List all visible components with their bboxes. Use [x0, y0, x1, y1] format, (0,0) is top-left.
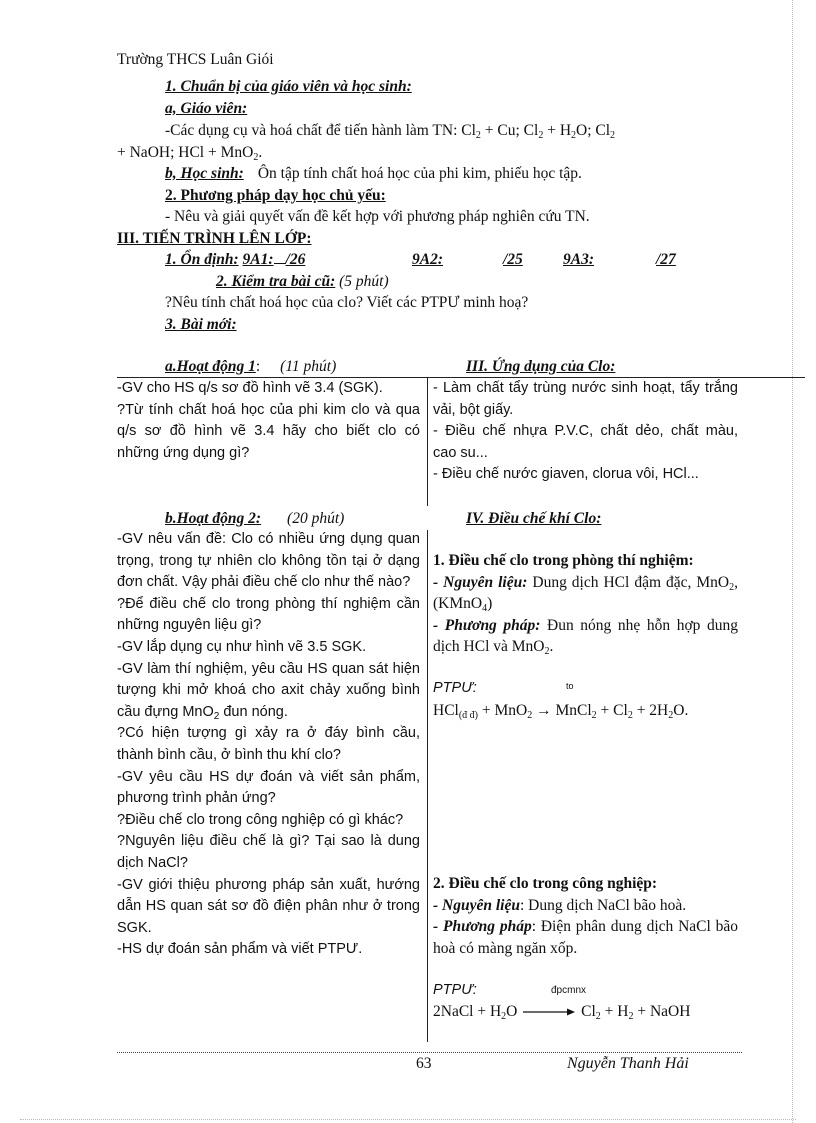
method-title: 2. Phương pháp dạy học chủ yếu: — [165, 187, 386, 204]
page-edge-line — [20, 1119, 796, 1120]
school-name: Trường THCS Luân Giói — [117, 51, 274, 68]
prep-chlorine-title: IV. Điều chế khí Clo: — [466, 510, 602, 527]
uses-item-3: - Điều chế nước giaven, clorua vôi, HCl... — [433, 466, 699, 482]
uses-item-2: - Điều chế nhựa P.V.C, chất dẻo, chất màu, cao su... — [433, 423, 738, 461]
student-label: b, Học sinh: — [165, 165, 244, 182]
industrial-method: - Phương pháp: Điện phân dung dịch NaCl bão hoà có màng ngăn xốp. — [433, 918, 738, 957]
activity2-heading: b.Hoạt động 2: (20 phút) — [165, 510, 345, 527]
uses-title: III. Ứng dụng của Clo: — [466, 358, 616, 375]
industrial-equation: 2NaCl + $H_2O$ $Cl_2 + H_2$ + NaOH — [433, 1003, 691, 1022]
student-line — [165, 164, 582, 184]
activity2-left-p4: -GV làm thí nghiệm, yêu cầu HS quan sát hiện tượng khi mở khoá cho axit chảy xuống bình cầu đựng MnO$_2$ đun nóng. — [117, 660, 420, 722]
lab-equation: HCl$_{(đ đ)}$ + MnO$_2$ → MnCl$_2$ + $Cl_2 + 2H_2O$. — [433, 702, 689, 721]
activity2-left-p1: -GV nêu vấn đề: Clo có nhiều ứng dụng quan trọng, trong tự nhiên clo không tồn tại ở dạng đơn chất. Vậy phải điều chế clo như thế nào? — [117, 531, 420, 591]
activity1-right — [433, 378, 738, 486]
footer-divider — [117, 1052, 742, 1053]
activity2-left-p9: -GV giới thiệu phương pháp sản xuất, hướng dẫn HS quan sát sơ đồ điện phân như ở trong SGK. — [117, 876, 420, 936]
lab-prep-title: 1. Điều chế clo trong phòng thí nghiệm: — [433, 552, 694, 569]
check-line: 2. Kiểm tra bài cũ: (5 phút) — [216, 273, 389, 290]
activity2-left-p6: -GV yêu cầu HS dự đoán và viết sản phẩm, phương trình phản ứng? — [117, 768, 420, 807]
lab-method: - Phương pháp: Đun nóng nhẹ hỗn hợp dung dịch HCl và MnO$_2$. — [433, 616, 738, 657]
stabilize-line: 1. Ổn định: 9A1: /26 9A2: /25 9A3: /27 — [165, 251, 676, 268]
teacher-label: a, Giáo viên: — [165, 100, 248, 117]
reaction-arrow — [523, 1007, 575, 1017]
industrial-section — [433, 873, 738, 959]
prep-title: 1. Chuẩn bị của giáo viên và học sinh: — [165, 78, 412, 95]
activity1-left-p2: ?Từ tính chất hoá học của phi kim clo và qua q/s sơ đồ hình vẽ 3.4 hãy cho biết clo có những ứng dụng gì? — [117, 401, 420, 461]
activity2-left — [117, 529, 420, 961]
activity1-left — [117, 378, 420, 464]
industrial-title: 2. Điều chế clo trong công nghiệp: — [433, 875, 658, 892]
check-question: ?Nêu tính chất hoá học của clo? Viết các PTPƯ minh hoạ? — [165, 294, 529, 311]
activity2-left-p3: -GV lắp dụng cụ như hình vẽ 3.5 SGK. — [117, 638, 367, 655]
lab-condition: to — [566, 681, 574, 691]
page-number: 63 — [416, 1055, 432, 1072]
column-divider-1 — [427, 377, 428, 506]
process-title: III. TIẾN TRÌNH LÊN LỚP: — [117, 230, 312, 247]
new-lesson-title: 3. Bài mới: — [165, 316, 237, 333]
activity2-left-p2: ?Để điều chế clo trong phòng thí nghiệm cần những nguyên liệu gì? — [117, 595, 420, 634]
industrial-ptpu-label: PTPƯ: — [433, 982, 477, 998]
uses-item-1: - Làm chất tẩy trùng nước sinh hoạt, tẩy trắng vải, bột giấy. — [433, 380, 738, 418]
activity2-left-p7: ?Điều chế clo trong công nghiệp có gì khác? — [117, 811, 404, 828]
activity1-heading: a.Hoạt động 1: (11 phút) — [165, 358, 337, 375]
teacher-text-line1: -Các dụng cụ và hoá chất để tiến hành làm TN: $Cl_2 + Cu$; $Cl_2 + H_2O$; $Cl_2$ — [165, 122, 616, 141]
lab-ptpu-label: PTPƯ: — [433, 680, 477, 696]
teacher-text-line2: + NaOH; HCl + MnO$_2$. — [117, 144, 263, 163]
lab-prep-section — [433, 550, 738, 658]
industrial-condition: đpcmnx — [551, 985, 587, 996]
industrial-material: - Nguyên liệu: Dung dịch NaCl bão hoà. — [433, 896, 687, 914]
method-text: - Nêu và giải quyết vấn đề kết hợp với phương pháp nghiên cứu TN. — [165, 208, 590, 225]
activity2-left-p10: -HS dự đoán sản phẩm và viết PTPƯ. — [117, 941, 363, 958]
activity1-left-p1: -GV cho HS q/s sơ đồ hình vẽ 3.4 (SGK). — [117, 380, 383, 396]
column-divider-2 — [427, 530, 428, 1042]
lab-material: - Nguyên liệu: Dung dịch HCl đậm đặc, MnO$_2$, (KMnO$_4$) — [433, 573, 738, 614]
activity2-left-p8: ?Nguyên liệu điều chế là gì? Tại sao là dung dịch NaCl? — [117, 833, 420, 871]
activity2-left-p5: ?Có hiện tượng gì xảy ra ở đáy bình cầu, thành bình cầu, ở bình thu khí clo? — [117, 725, 420, 763]
author-name: Nguyễn Thanh Hải — [567, 1055, 689, 1072]
student-text: Ôn tập tính chất hoá học của phi kim, phiếu học tập. — [257, 165, 582, 182]
page-edge-vertical — [792, 0, 793, 1123]
